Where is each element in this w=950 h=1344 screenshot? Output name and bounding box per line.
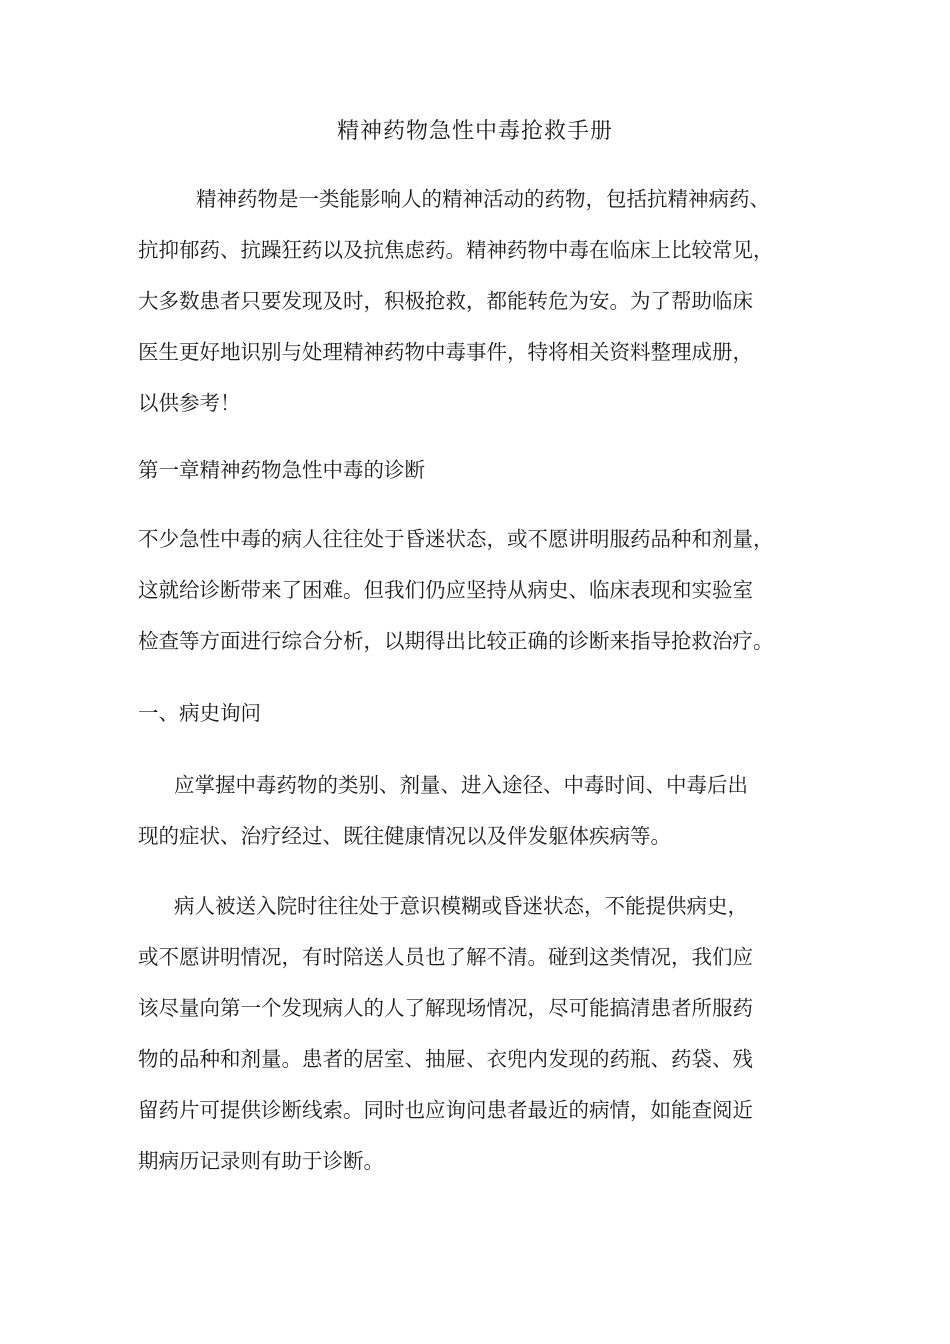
paragraph-line: 期病历记录则有助于诊断。: [138, 1149, 384, 1173]
paragraph-line: 应掌握中毒药物的类别、剂量、进入途径、中毒时间、中毒后出: [174, 773, 748, 797]
paragraph-line: 以供参考！: [138, 391, 241, 415]
paragraph-line: 现的症状、治疗经过、既往健康情况以及伴发躯体疾病等。: [138, 824, 671, 848]
section-heading: [138, 688, 828, 739]
paragraph-line: 留药片可提供诊断线索。同时也应询问患者最近的病情，如能查阅近: [138, 1098, 753, 1122]
paragraph-line: 大多数患者只要发现及时，积极抢救，都能转危为安。为了帮助临床: [138, 289, 753, 313]
paragraph-line: 物的品种和剂量。患者的居室、抽屉、衣兜内发现的药瓶、药袋、残: [138, 1047, 753, 1071]
section-paragraph: [138, 760, 828, 862]
chapter-heading: [138, 445, 828, 496]
paragraph-line: 医生更好地识别与处理精神药物中毒事件，特将相关资料整理成册，: [138, 340, 753, 364]
paragraph-line: 或不愿讲明情况，有时陪送人员也了解不清。碰到这类情况，我们应: [138, 945, 753, 969]
document-title: 精神药物急性中毒抢救手册: [336, 119, 613, 144]
paragraph-line: 检查等方面进行综合分析，以期得出比较正确的诊断来指导抢救治疗。: [138, 629, 774, 653]
paragraph-line: 这就给诊断带来了困难。但我们仍应坚持从病史、临床表现和实验室: [138, 578, 753, 602]
paragraph-line: 精神药物是一类能影响人的精神活动的药物，包括抗精神病药、: [196, 187, 770, 211]
paragraph-line: 抗抑郁药、抗躁狂药以及抗焦虑药。精神药物中毒在临床上比较常见，: [138, 238, 774, 262]
chapter-paragraph: [138, 514, 828, 667]
chapter-heading-text: 第一章精神药物急性中毒的诊断: [138, 458, 425, 482]
paragraph-line: 不少急性中毒的病人往往处于昏迷状态，或不愿讲明服药品种和剂量，: [138, 527, 774, 551]
paragraph-line: 病人被送入院时往往处于意识模糊或昏迷状态，不能提供病史，: [174, 894, 748, 918]
section-heading-text: 一、病史询问: [138, 701, 261, 725]
paragraph-line: 该尽量向第一个发现病人的人了解现场情况，尽可能搞清患者所服药: [138, 996, 753, 1020]
section-paragraph: [138, 881, 828, 1187]
intro-paragraph: [138, 174, 828, 429]
